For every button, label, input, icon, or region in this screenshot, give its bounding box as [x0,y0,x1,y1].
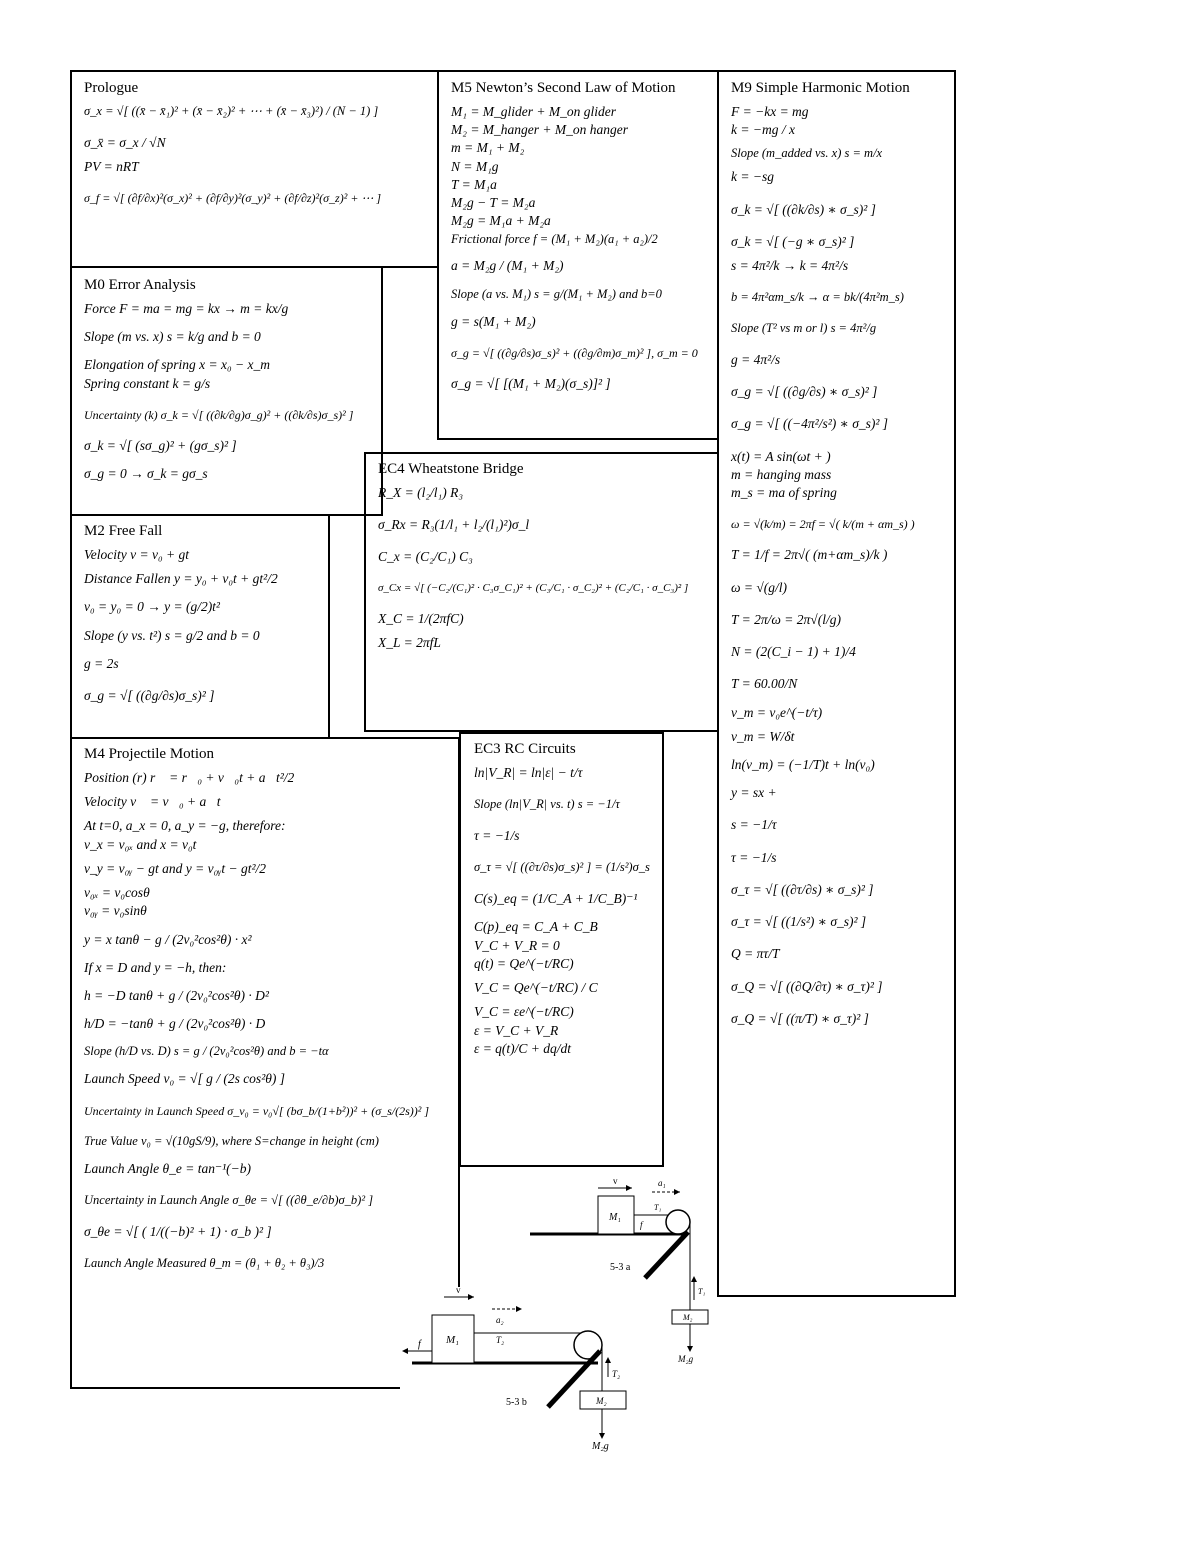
ec3-line: V_C = Qe^(−t/RC) / C [474,980,598,996]
m9-line: T = 2π/ω = 2π√(l/g) [731,611,841,627]
m9-line: k = −mg / x [731,122,795,138]
tension-label: T₂ [612,1369,621,1379]
ec4-line: σ_Rx = R₃(1/l₁ + l₂/(l₁)²)σ_l [378,517,530,533]
ec4-line: C_x = (C₂/C₁) C₃ [378,549,473,565]
ec4-title: EC4 Wheatstone Bridge [378,461,524,477]
m4-line: Uncertainty in Launch Angle σ_θe = √[ ((∂θ_e/∂b)σ_b)² ] [84,1192,374,1207]
m4-left-rule [70,737,72,1389]
m9-line: σ_Q = √[ ((∂Q/∂τ) ∗ σ_τ)² ] [731,978,883,994]
prologue-line: PV = nRT [84,159,139,175]
velocity-label: v [613,1176,618,1186]
m2-line: Velocity v = v₀ + gt [84,547,190,562]
ec3-line: C(s)_eq = (1/C_A + 1/C_B)⁻¹ [474,891,638,907]
m5-line: N = M₁g [451,158,499,174]
m4-line: Launch Speed v₀ = √[ g / (2s cos²θ) ] [84,1071,285,1087]
m4-section [84,746,454,1272]
m9-title: M9 Simple Harmonic Motion [731,80,910,96]
ec4-line: X_C = 1/(2πfC) [378,610,464,626]
m4-bottom-rule [70,1387,400,1389]
m9-line: Q = πτ/T [731,946,780,962]
m9-line: Slope (m_added vs. x) s = m/x [731,146,883,161]
weight-label: M₂g [678,1354,694,1364]
m4-line: If x = D and y = −h, then: [84,959,227,975]
m5-title: M5 Newton’s Second Law of Motion [451,80,676,96]
m4-line: v_y = v₀ᵧ − gt and y = v₀ᵧt − gt²/2 [84,860,267,876]
m5-line: M₁ = M_glider + M_on glider [451,104,617,119]
m4-line: σ_θe = √[ ( 1/((−b)² + 1) · σ_b )² ] [84,1223,272,1239]
m2-line: Slope (y vs. t²) s = g/2 and b = 0 [84,627,260,643]
m5-line: σ_g = √[ ((∂g/∂s)σ_s)² + ((∂g/∂m)σ_m)² ], σ_m = 0 [451,345,698,360]
m9-line: v_m = v₀e^(−t/τ) [731,704,823,720]
m4-line: Uncertainty in Launch Speed σ_v₀ = v₀√[ (bσ_b/(1+b²))² + (σ_s/(2s))² ] [84,1103,430,1118]
m5-section [451,80,717,393]
m9-line: T = 60.00/N [731,676,798,692]
m4-line: Launch Angle Measured θ_m = (θ₁ + θ₂ + θ₃)/3 [84,1255,325,1270]
m4-line: Slope (h/D vs. D) s = g / (2v₀²cos²θ) and b = −tα [84,1044,329,1059]
m5-line: M₂ = M_hanger + M_on hanger [451,122,629,138]
m9-line: x(t) = A sin(ωt + ) [731,448,831,464]
m9-line: y = sx + [731,785,777,801]
ec3-line: τ = −1/s [474,828,520,844]
m9-line: σ_Q = √[ ((π/T) ∗ σ_τ)² ] [731,1010,869,1026]
tension-label: T₁ [698,1287,706,1296]
m9-line: N = (2(C_i − 1) + 1)/4 [731,644,856,660]
m5-line: g = s(M₁ + M₂) [451,313,536,329]
pulley [666,1210,690,1234]
m9-line: σ_k = √[ (−g ∗ σ_s)² ] [731,233,855,249]
figure-5-3b [398,1285,658,1475]
m9-line: ln(v_m) = (−1/T)t + ln(v₀) [731,756,875,772]
m2-line: v₀ = y₀ = 0 → y = (g/2)t² [84,599,220,615]
m9-line: F = −kx = mg [731,104,809,119]
figure-caption: 5-3 a [610,1262,631,1273]
tension-label: T₂ [496,1335,505,1345]
m9-line: m = hanging mass [731,466,832,482]
m4-line: True Value v₀ = √(10gS/9), where S=change in height (cm) [84,1133,379,1148]
m9-line: ω = √(k/m) = 2πf = √( k/(m + αm_s) ) [731,517,915,532]
ec4-section [378,461,716,652]
glider-m1-label: M₁ [446,1334,459,1346]
m5-line: σ_g = √[ [(M₁ + M₂)(σ_s)]² ] [451,375,611,391]
ec3-line: Slope (ln|V_R| vs. t) s = −1/τ [474,797,620,812]
hanger-m2-label: M₂ [596,1396,607,1406]
m5-line: M₂g − T = M₂a [451,195,536,211]
m9-line: k = −sg [731,169,774,185]
m9-line: σ_τ = √[ ((∂τ/∂s) ∗ σ_s)² ] [731,881,874,897]
prologue-line: σ_x̄ = σ_x / √N [84,134,166,150]
m9-line: Slope (T² vs m or l) s = 4π²/g [731,321,877,336]
m0-line: Spring constant k = g/s [84,375,211,391]
m5-line: Frictional force f = (M₁ + M₂)(a₁ + a₂)/2 [451,231,658,246]
friction-label: f [640,1220,643,1230]
m4-line: v_x = v₀ₓ and x = v₀t [84,836,197,852]
m9-line: τ = −1/s [731,849,777,865]
m9-section [731,80,954,1028]
ec3-line: ε = V_C + V_R [474,1022,559,1038]
m4-line: h/D = −tanθ + g / (2v₀²cos²θ) · D [84,1016,266,1032]
m4-line: y = x tanθ − g / (2v₀²cos²θ) · x² [84,931,252,947]
glider-m1-label: M₁ [609,1212,621,1223]
ec4-line: σ_Cx = √[ (−C₂/(C₁)² · C₃σ_C₁)² + (C₃/C₁ · σ_C₂)² + (C₂/C₁ · σ_C₃)² ] [378,581,689,594]
m9-line: b = 4π²αm_s/k → α = bk/(4π²m_s) [731,290,904,305]
m0-line: Slope (m vs. x) s = k/g and b = 0 [84,329,261,345]
m4-line: h = −D tanθ + g / (2v₀²cos²θ) · D² [84,987,269,1003]
ec3-line: C(p)_eq = C_A + C_B [474,919,598,935]
m0-line: Elongation of spring x = x₀ − x_m [84,357,271,373]
m4-top-rule [70,737,460,739]
m2-section [84,523,328,705]
prologue-line: σ_f = √[ (∂f/∂x)²(σ_x)² + (∂f/∂y)²(σ_y)² + (∂f/∂z)²(σ_z)² + ⋯ ] [84,191,382,206]
m5-line: Slope (a vs. M₁) s = g/(M₁ + M₂) and b=0 [451,286,662,301]
ec3-section [474,741,662,1058]
m4-line: At t=0, a_x = 0, a_y = −g, therefore: [84,818,286,834]
ec3-line: V_C + V_R = 0 [474,937,560,953]
acceleration-label: a₂ [496,1315,504,1325]
m4-line: Launch Angle θ_e = tan⁻¹(−b) [84,1160,252,1176]
m9-line: s = −1/τ [731,817,777,833]
weight-label: M₂g [592,1441,609,1452]
m2-title: M2 Free Fall [84,523,163,539]
m9-line: s = 4π²/k → k = 4π²/s [731,257,849,273]
m4-right-rule [458,737,460,1287]
ec3-title: EC3 RC Circuits [474,741,576,757]
m0-section [84,277,380,484]
prologue-section [84,80,434,207]
m9-line: g = 4π²/s [731,351,781,367]
m4-title: M4 Projectile Motion [84,746,214,762]
m9-line: σ_g = √[ ((−4π²/s²) ∗ σ_s)² ] [731,416,889,432]
friction-label: f [418,1339,421,1350]
ec3-line: ln|V_R| = ln|ε| − t/τ [474,765,583,780]
m9-line: σ_τ = √[ ((1/s²) ∗ σ_s)² ] [731,914,867,930]
m4-line: Position (r) r⃗ = r⃗₀ + v⃗₀t + a⃗t²/2 [84,770,295,785]
m0-line: Force F = ma = mg = kx → m = kx/g [84,301,289,316]
m2-line: Distance Fallen y = y₀ + v₀t + gt²/2 [84,571,278,587]
m5-line: m = M₁ + M₂ [451,140,525,156]
ec3-line: V_C = εe^(−t/RC) [474,1004,574,1020]
m9-line: σ_k = √[ ((∂k/∂s) ∗ σ_s)² ] [731,201,876,217]
m9-line: v_m = W/δt [731,728,795,744]
m0-title: M0 Error Analysis [84,277,196,293]
m5-line: M₂g = M₁a + M₂a [451,213,551,229]
m0-line: σ_g = 0 → σ_k = gσ_s [84,466,208,482]
prologue-line: σ_x = √[ ((x̄ − x̄₁)² + (x̄ − x̄₂)² + ⋯ + (x̄ − x̄₃)²) / (N − 1) ] [84,104,379,118]
m4-line: v₀ₓ = v₀cosθ [84,885,150,901]
figure-caption: 5-3 b [506,1397,527,1408]
prologue-title: Prologue [84,80,139,96]
m9-line: ω = √(g/l) [731,579,788,595]
tension-label: T₁ [654,1203,662,1212]
ec3-line: ε = q(t)/C + dq/dt [474,1040,572,1056]
ec3-line: q(t) = Qe^(−t/RC) [474,955,574,971]
m2-line: σ_g = √[ ((∂g/∂s)σ_s)² ] [84,688,215,704]
m9-line: σ_g = √[ ((∂g/∂s) ∗ σ_s)² ] [731,384,878,400]
m5-line: T = M₁a [451,176,497,192]
m0-line: σ_k = √[ (sσ_g)² + (gσ_s)² ] [84,438,237,454]
m0-line: Uncertainty (k) σ_k = √[ ((∂k/∂g)σ_g)² + ((∂k/∂s)σ_s)² ] [84,407,354,422]
m9-line: T = 1/f = 2π√( (m+αm_s)/k ) [731,547,888,563]
m9-line: m_s = ma of spring [731,485,837,501]
acceleration-label: a₁ [658,1178,666,1188]
m4-line: Velocity v⃗ = v⃗₀ + a⃗t [84,794,221,810]
ec4-line: X_L = 2πfL [378,634,441,650]
hanger-m2-label: M₂ [683,1313,693,1322]
ec3-line: σ_τ = √[ ((∂τ/∂s)σ_s)² ] = (1/s²)σ_s [474,860,650,875]
m5-line: a = M₂g / (M₁ + M₂) [451,258,564,274]
velocity-label: v [456,1285,461,1295]
ec4-line: R_X = (l₂/l₁) R₃ [378,485,464,500]
m4-line: v₀ᵧ = v₀sinθ [84,903,147,919]
m2-line: g = 2s [84,655,119,671]
